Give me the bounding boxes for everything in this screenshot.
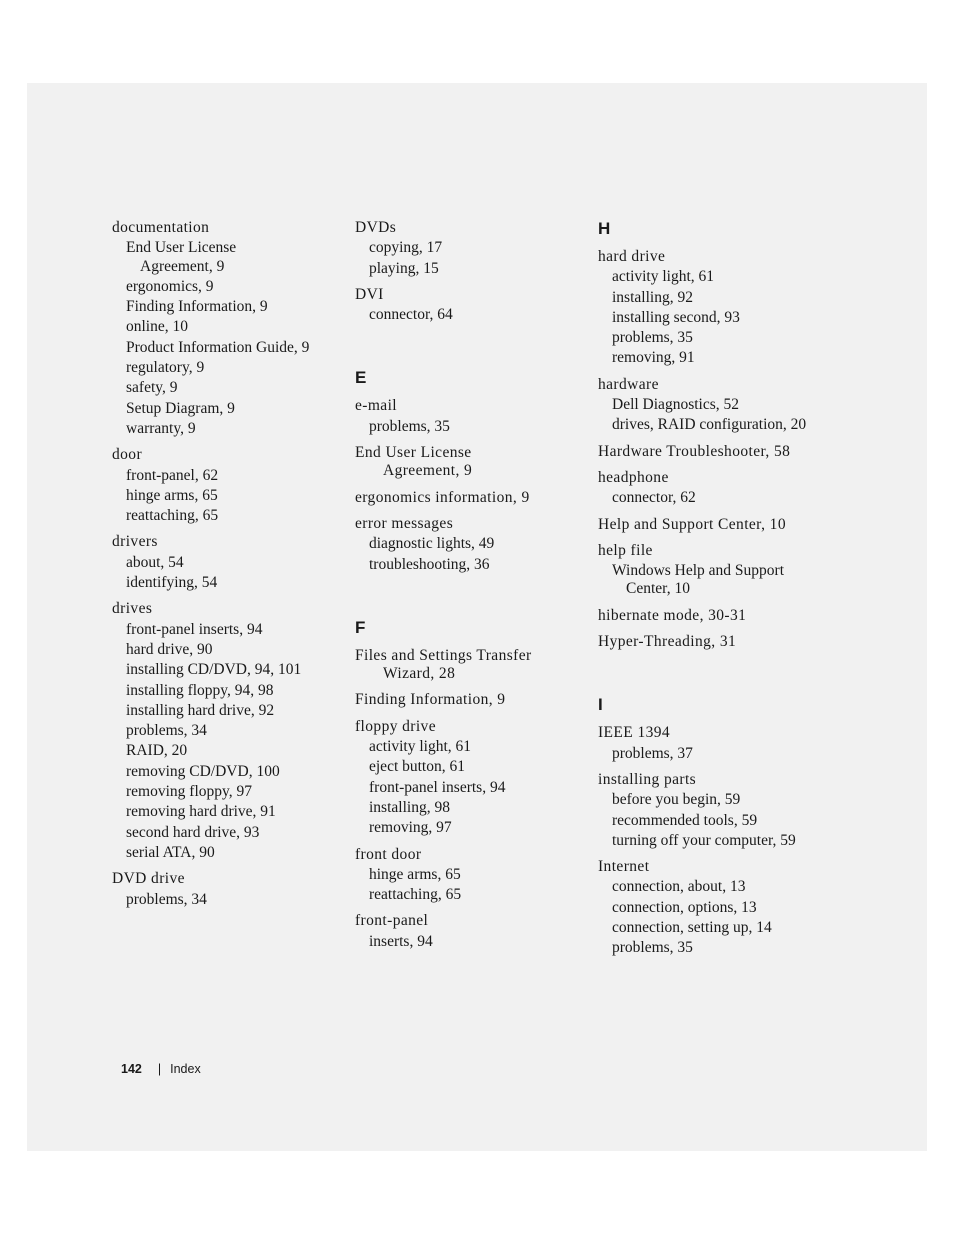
- index-subentry: hinge arms, 65: [126, 486, 218, 504]
- index-subentry: diagnostic lights, 49: [369, 535, 495, 553]
- index-subentry: eject button, 61: [369, 758, 465, 776]
- index-subentry: installing CD/DVD, 94, 101: [126, 661, 302, 679]
- index-subentry: inserts, 94: [369, 932, 433, 950]
- index-entry: [355, 690, 590, 710]
- index-entry: [355, 488, 590, 508]
- index-subentry: connection, about, 13: [612, 878, 746, 896]
- index-subentry: copying, 17: [369, 239, 443, 257]
- index-subentry: connection, setting up, 14: [612, 919, 772, 937]
- index-term: documentation: [112, 219, 210, 236]
- index-term: IEEE 1394: [598, 724, 671, 742]
- index-entry: [598, 857, 833, 958]
- index-entry: [112, 445, 347, 526]
- index-subentry: connection, options, 13: [612, 898, 757, 916]
- index-subentry: hard drive, 90: [126, 640, 213, 658]
- index-subentry: problems, 35: [612, 939, 693, 957]
- index-entry: [355, 717, 590, 839]
- index-subentry: troubleshooting, 36: [369, 555, 490, 573]
- index-subentry: identifying, 54: [126, 574, 218, 592]
- index-column-1: [112, 218, 347, 916]
- index-entry: [598, 770, 833, 851]
- page-footer: [121, 1062, 201, 1076]
- index-subentry: playing, 15: [369, 259, 439, 277]
- index-entry: [112, 869, 347, 910]
- index-letter-heading: H: [598, 219, 611, 238]
- index-term: Internet: [598, 858, 650, 876]
- index-entry: [598, 632, 833, 652]
- index-subentry: activity light, 61: [612, 268, 715, 286]
- index-subentry: problems, 37: [612, 744, 693, 762]
- index-entry: [355, 218, 590, 279]
- index-entry: [598, 375, 833, 436]
- index-entry: [112, 599, 347, 863]
- index-subentry: connector, 62: [612, 489, 696, 507]
- index-term: drives: [112, 600, 153, 618]
- index-subentry: removing CD/DVD, 100: [126, 762, 280, 780]
- index-term: DVI: [355, 285, 384, 303]
- index-term: help file: [598, 541, 653, 559]
- index-subentry: drives, RAID configuration, 20: [612, 416, 807, 434]
- index-term-continuation: Wizard, 28: [383, 665, 456, 683]
- index-subentry: Finding Information, 9: [126, 298, 268, 316]
- index-term: front door: [355, 845, 422, 863]
- index-subentry-continuation: Agreement, 9: [140, 257, 225, 275]
- index-term: front-panel: [355, 912, 429, 930]
- index-term: e-mail: [355, 397, 397, 415]
- index-subentry: reattaching, 65: [369, 886, 462, 904]
- index-entry: [598, 247, 833, 369]
- index-subentry: problems, 35: [612, 329, 693, 347]
- index-subentry: problems, 34: [126, 890, 207, 908]
- index-entry: [355, 646, 590, 685]
- index-entry: [355, 396, 590, 437]
- index-subentry: problems, 34: [126, 722, 207, 740]
- index-subentry: End User License: [126, 239, 237, 257]
- index-subentry: Windows Help and Support: [612, 562, 785, 580]
- index-subentry: before you begin, 59: [612, 791, 741, 809]
- index-entry: [355, 845, 590, 906]
- index-column-3: [598, 218, 833, 965]
- page-number: 142: [121, 1062, 142, 1076]
- index-subentry: reattaching, 65: [126, 507, 219, 525]
- index-subentry: installing, 98: [369, 798, 450, 816]
- index-subentry: front-panel inserts, 94: [369, 778, 506, 796]
- index-entry: [598, 515, 833, 535]
- index-entry: [355, 285, 590, 326]
- index-term: headphone: [598, 468, 669, 486]
- index-subentry: recommended tools, 59: [612, 811, 758, 829]
- index-subentry: front-panel inserts, 94: [126, 620, 263, 638]
- index-term: floppy drive: [355, 717, 436, 735]
- index-letter-heading: F: [355, 617, 366, 637]
- index-term: hardware: [598, 375, 659, 393]
- index-entry: [355, 514, 590, 575]
- index-term: Help and Support Center, 10: [598, 515, 786, 533]
- index-term: hard drive: [598, 248, 666, 265]
- index-letter-heading: I: [598, 695, 603, 715]
- index-subentry: serial ATA, 90: [126, 843, 215, 861]
- index-subentry: removing hard drive, 91: [126, 803, 276, 821]
- index-subentry: installing, 92: [612, 288, 693, 306]
- index-subentry: regulatory, 9: [126, 359, 205, 377]
- index-term-continuation: Agreement, 9: [383, 462, 473, 480]
- index-subentry: about, 54: [126, 553, 184, 571]
- index-subentry: second hard drive, 93: [126, 823, 260, 841]
- index-subentry: warranty, 9: [126, 419, 196, 437]
- index-letter-heading: E: [355, 368, 367, 388]
- footer-separator: |: [157, 1062, 162, 1076]
- index-term: door: [112, 446, 143, 464]
- index-subentry: installing floppy, 94, 98: [126, 681, 274, 699]
- index-term: Hyper-Threading, 31: [598, 633, 737, 651]
- index-subentry: removing floppy, 97: [126, 783, 252, 801]
- index-entry: [355, 911, 590, 952]
- index-subentry: hinge arms, 65: [369, 865, 461, 883]
- index-entry: [598, 442, 833, 462]
- index-subentry: Setup Diagram, 9: [126, 399, 235, 417]
- index-term: DVDs: [355, 219, 397, 236]
- index-column-2: [355, 218, 590, 958]
- index-subentry: installing second, 93: [612, 308, 740, 326]
- index-term: hibernate mode, 30-31: [598, 606, 747, 624]
- index-term: drivers: [112, 533, 158, 551]
- index-subentry: connector, 64: [369, 306, 453, 324]
- index-subentry: ergonomics, 9: [126, 277, 214, 295]
- index-term: Files and Settings Transfer: [355, 646, 532, 664]
- index-subentry: Product Information Guide, 9: [126, 338, 310, 356]
- index-term: error messages: [355, 514, 454, 532]
- index-entry: [112, 218, 347, 439]
- section-name: Index: [170, 1062, 201, 1076]
- index-subentry: installing hard drive, 92: [126, 701, 275, 719]
- index-term: installing parts: [598, 770, 697, 788]
- index-entry: [598, 541, 833, 600]
- index-subentry: activity light, 61: [369, 738, 472, 756]
- index-entry: [598, 606, 833, 626]
- index-subentry: RAID, 20: [126, 742, 188, 760]
- index-term: Hardware Troubleshooter, 58: [598, 442, 791, 460]
- index-subentry: turning off your computer, 59: [612, 831, 796, 849]
- index-entry: [355, 443, 590, 482]
- index-entry: [598, 723, 833, 764]
- index-subentry: removing, 97: [369, 819, 452, 837]
- index-entry: [598, 468, 833, 509]
- index-term: DVD drive: [112, 870, 185, 888]
- index-subentry: Dell Diagnostics, 52: [612, 396, 739, 414]
- index-subentry: front-panel, 62: [126, 466, 219, 484]
- index-subentry: safety, 9: [126, 379, 178, 397]
- index-subentry: removing, 91: [612, 349, 695, 367]
- index-entry: [112, 532, 347, 593]
- index-term: End User License: [355, 444, 472, 462]
- index-subentry-continuation: Center, 10: [626, 580, 690, 598]
- index-subentry: online, 10: [126, 318, 188, 336]
- index-term: Finding Information, 9: [355, 691, 506, 709]
- index-subentry: problems, 35: [369, 417, 450, 435]
- index-term: ergonomics information, 9: [355, 488, 530, 506]
